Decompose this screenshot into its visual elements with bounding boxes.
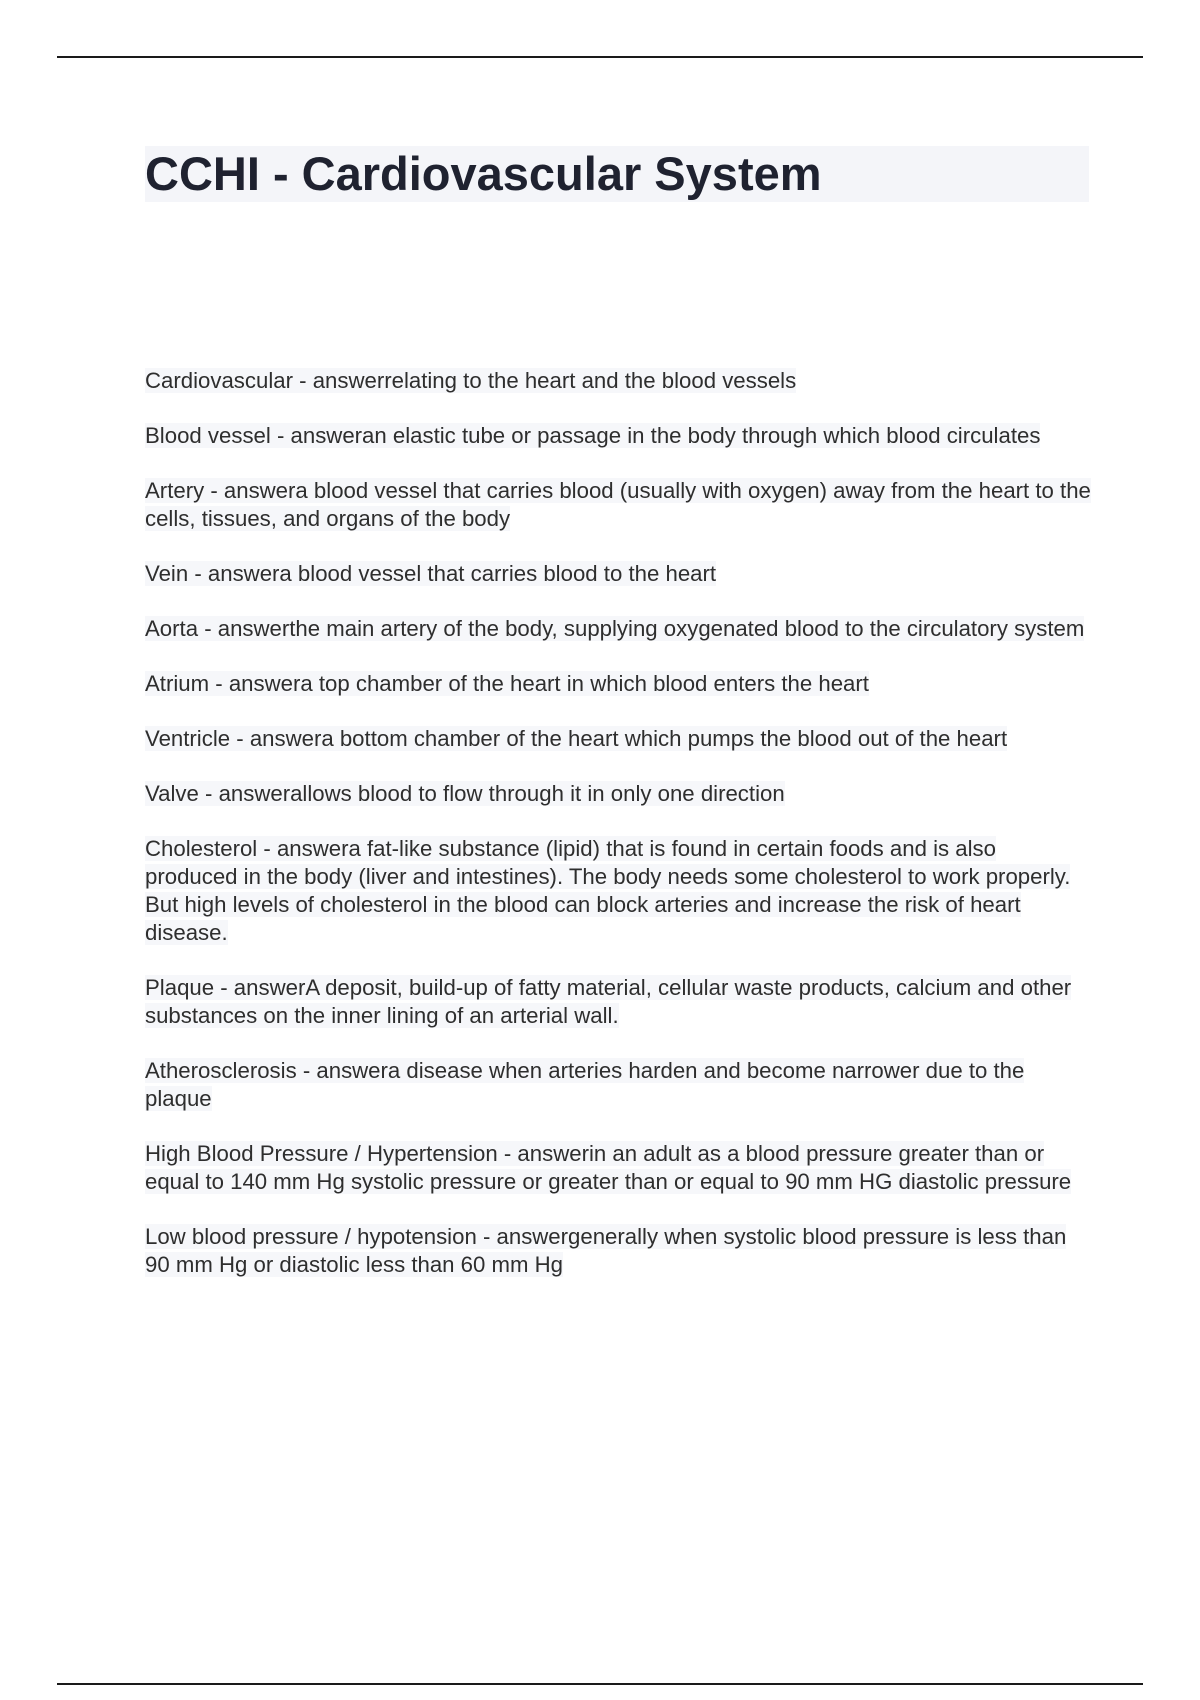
entry-plaque [145,974,1091,1030]
bottom-rule [57,1683,1143,1685]
top-rule [57,56,1143,58]
entry-text: Ventricle - answera bottom chamber of the heart which pumps the blood out of the heart [145,726,1008,751]
entry-text: Cardiovascular - answerrelating to the heart and the blood vessels [145,368,797,393]
entry-cardiovascular [145,367,1091,395]
entry-text: Vein - answera blood vessel that carries blood to the heart [145,561,717,586]
entry-cholesterol [145,835,1091,947]
entry-vein [145,560,1091,588]
title-block [145,146,1089,202]
entry-atrium [145,670,1091,698]
entry-text: Blood vessel - answeran elastic tube or passage in the body through which blood circulates [145,423,1041,448]
entry-text: Valve - answerallows blood to flow through it in only one direction [145,781,785,806]
entry-hypotension [145,1223,1091,1279]
entry-aorta [145,615,1091,643]
entry-text: Atherosclerosis - answera disease when arteries harden and become narrower due to the plaque [145,1058,1025,1111]
entry-ventricle [145,725,1091,753]
entry-text: Aorta - answerthe main artery of the body, supplying oxygenated blood to the circulatory system [145,616,1085,641]
entry-artery [145,477,1091,533]
flashcard-list [145,367,1091,1306]
page-title: CCHI - Cardiovascular System [145,147,822,200]
entry-blood-vessel [145,422,1091,450]
entry-text: Plaque - answerA deposit, build-up of fatty material, cellular waste products, calcium and other substances on the inner lining of an arterial wall. [145,975,1072,1028]
entry-valve [145,780,1091,808]
entry-text: Atrium - answera top chamber of the heart in which blood enters the heart [145,671,869,696]
entry-text: Low blood pressure / hypotension - answergenerally when systolic blood pressure is less than 90 mm Hg or diastolic less than 60 mm Hg [145,1224,1067,1277]
entry-text: Artery - answera blood vessel that carries blood (usually with oxygen) away from the heart to the cells, tissues, and organs of the body [145,478,1091,531]
entry-text: Cholesterol - answera fat-like substance (lipid) that is found in certain foods and is also produced in the body (liver and intestines). The body needs some cholesterol to work properly. But high levels of cholesterol in the blood can block arteries and increase the risk of heart disease. [145,836,1071,945]
entry-text: High Blood Pressure / Hypertension - answerin an adult as a blood pressure greater than or equal to 140 mm Hg systolic pressure or greater than or equal to 90 mm HG diastolic pressure [145,1141,1072,1194]
entry-hypertension [145,1140,1091,1196]
entry-atherosclerosis [145,1057,1091,1113]
